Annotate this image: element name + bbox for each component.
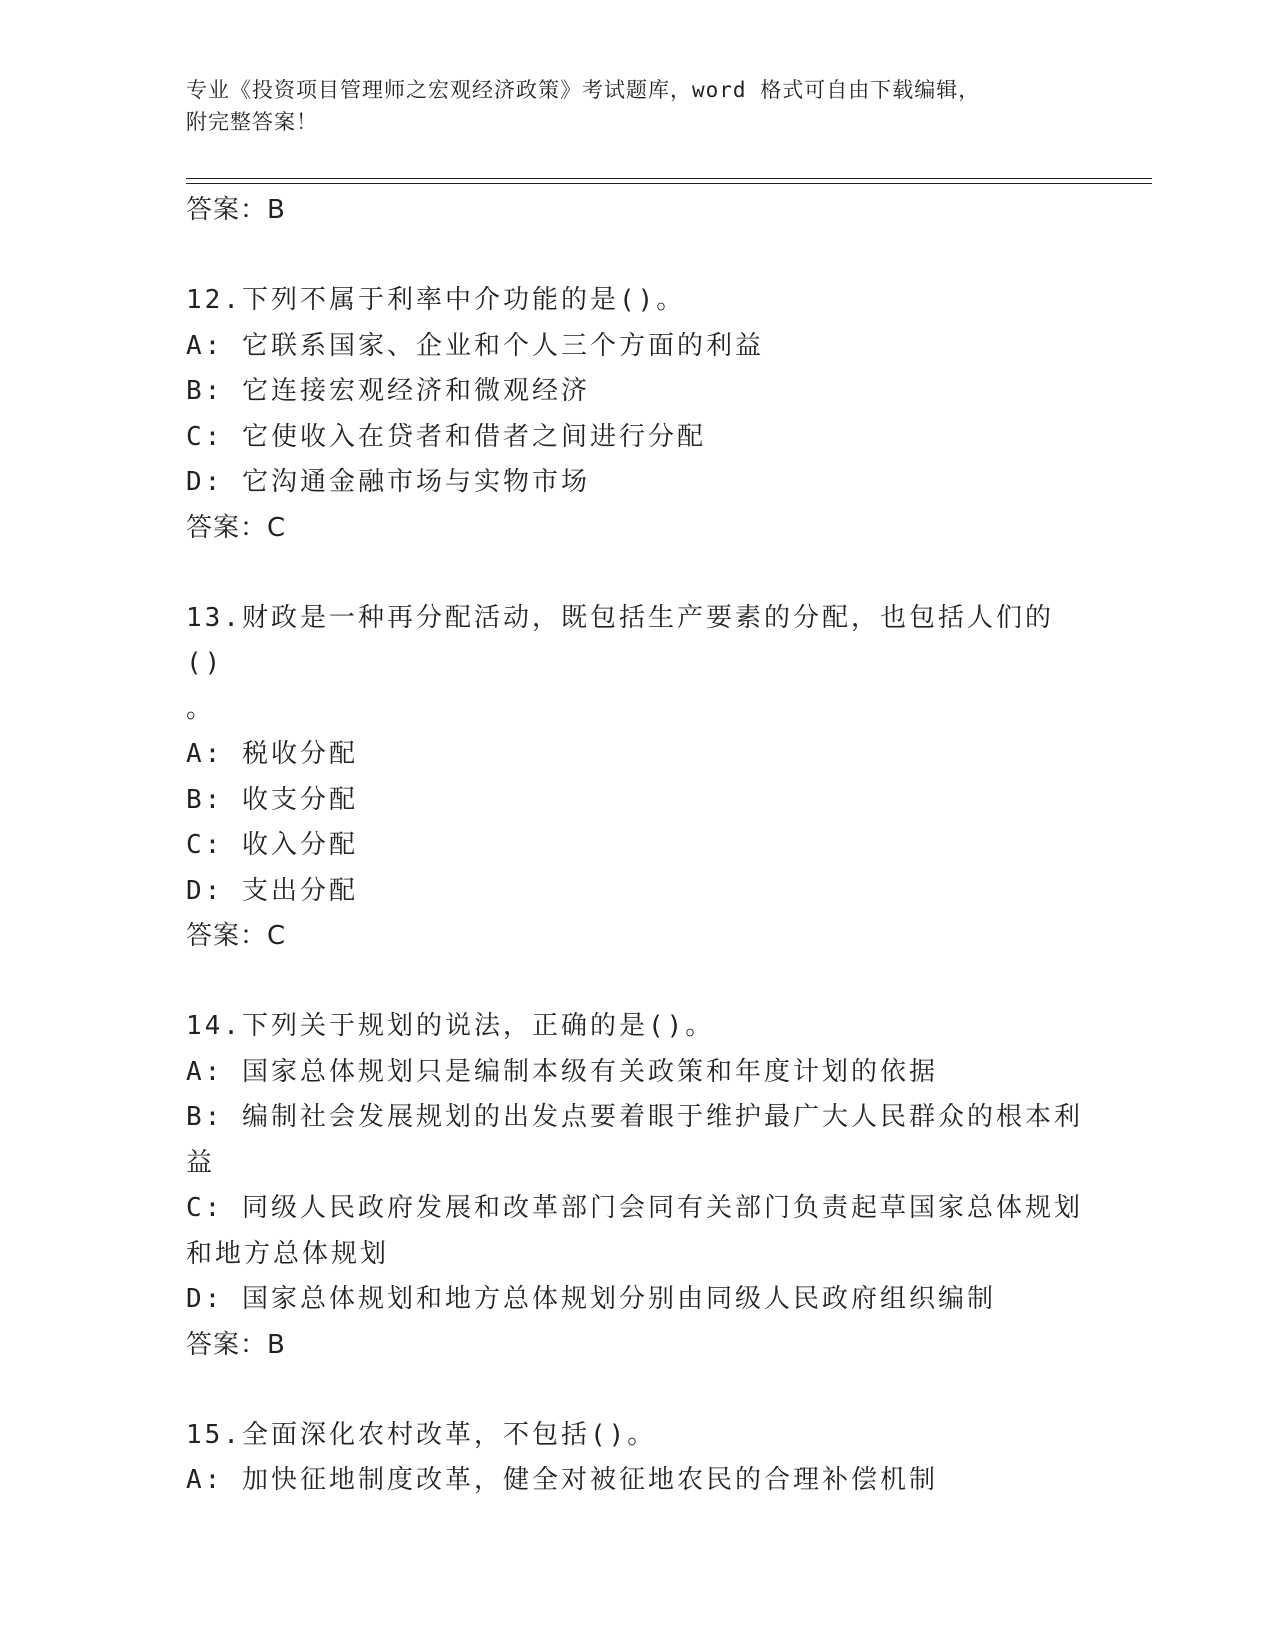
option-c: C: 收入分配 — [186, 830, 358, 860]
question-stem: 12.下列不属于利率中介功能的是()。 — [186, 285, 686, 315]
question-15 — [186, 1413, 1086, 1504]
question-14 — [186, 1004, 1086, 1367]
question-13 — [186, 596, 1086, 959]
header-divider-bottom — [186, 183, 1152, 184]
option-c-cont: 和地方总体规划 — [186, 1238, 390, 1269]
option-d: D: 支出分配 — [186, 875, 358, 906]
answer: 答案：C — [186, 921, 287, 951]
option-d: D: 它沟通金融市场与实物市场 — [186, 467, 590, 497]
option-b: B: 编制社会发展规划的出发点要着眼于维护最广大人民群众的根本利 — [186, 1102, 1083, 1132]
document-header — [186, 74, 1086, 138]
option-a: A: 税收分配 — [186, 739, 358, 769]
option-c: C: 同级人民政府发展和改革部门会同有关部门负责起草国家总体规划 — [186, 1193, 1083, 1223]
option-a: A: 国家总体规划只是编制本级有关政策和年度计划的依据 — [186, 1056, 938, 1087]
option-b-cont: 益 — [186, 1147, 216, 1178]
header-divider-top — [186, 178, 1152, 179]
document-body — [186, 188, 1086, 1504]
option-a: A: 加快征地制度改革，健全对被征地农民的合理补偿机制 — [186, 1465, 938, 1495]
question-12 — [186, 278, 1086, 550]
question-stem: 13.财政是一种再分配活动，既包括生产要素的分配，也包括人们的() — [186, 602, 1054, 678]
question-stem: 15.全面深化农村改革，不包括()。 — [186, 1419, 657, 1450]
header-line-2: 附完整答案！ — [186, 110, 318, 134]
question-stem-cont: 。 — [186, 693, 216, 724]
answer: 答案：C — [186, 512, 287, 543]
option-c: C: 它使收入在贷者和借者之间进行分配 — [186, 421, 706, 452]
option-d: D: 国家总体规划和地方总体规划分别由同级人民政府组织编制 — [186, 1284, 996, 1314]
answer: 答案：B — [186, 1329, 286, 1360]
header-line-1: 专业《投资项目管理师之宏观经济政策》考试题库，word 格式可自由下载编辑， — [186, 78, 981, 102]
option-a: A: 它联系国家、企业和个人三个方面的利益 — [186, 330, 764, 361]
option-b: B: 收支分配 — [186, 784, 358, 815]
answer-11: 答案：B — [186, 195, 286, 225]
option-b: B: 它连接宏观经济和微观经济 — [186, 376, 590, 406]
question-stem: 14.下列关于规划的说法，正确的是()。 — [186, 1011, 715, 1041]
